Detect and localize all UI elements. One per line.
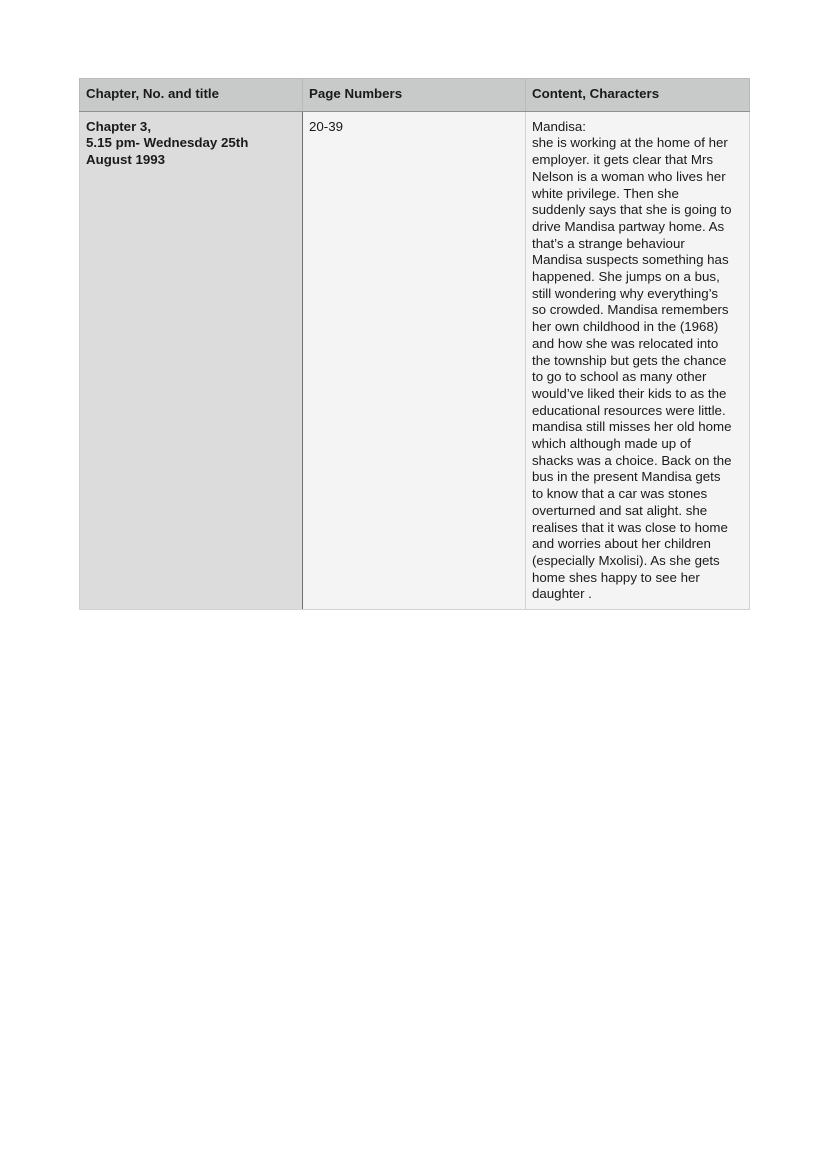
chapter-summary-table: [79, 78, 750, 610]
content-line: so crowded. Mandisa remembers: [532, 302, 729, 318]
chapter-line: August 1993: [86, 152, 166, 168]
content-line: suddenly says that she is going to: [532, 202, 732, 218]
content-cell: [526, 111, 750, 609]
content-line: which although made up of: [532, 436, 691, 452]
content-line: her own childhood in the (1968): [532, 319, 719, 335]
header-content: Content, Characters: [526, 79, 750, 112]
document-page: [79, 78, 749, 610]
content-line: shacks was a choice. Back on the: [532, 452, 732, 468]
content-line: realises that it was close to home: [532, 519, 728, 535]
content-line: still wondering why everything’s: [532, 285, 719, 301]
content-line: and worries about her children: [532, 536, 711, 552]
content-line: happened. She jumps on a bus,: [532, 269, 720, 285]
content-line: Mandisa:: [532, 118, 586, 134]
content-line: to know that a car was stones: [532, 486, 708, 502]
content-line: the township but gets the chance: [532, 352, 727, 368]
content-line: would’ve liked their kids to as the: [532, 385, 727, 401]
content-line: educational resources were little.: [532, 402, 726, 418]
content-line: Mandisa suspects something has: [532, 252, 729, 268]
content-line: she is working at the home of her: [532, 135, 728, 151]
content-line: daughter .: [532, 586, 592, 602]
content-line: overturned and sat alight. she: [532, 502, 708, 518]
content-line: white privilege. Then she: [532, 185, 679, 201]
chapter-line: Chapter 3,: [86, 118, 152, 134]
content-line: employer. it gets clear that Mrs: [532, 152, 714, 168]
content-line: mandisa still misses her old home: [532, 419, 732, 435]
content-line: to go to school as many other: [532, 369, 707, 385]
content-line: home shes happy to see her: [532, 569, 700, 585]
content-line: (especially Mxolisi). As she gets: [532, 552, 720, 568]
header-page-numbers: Page Numbers: [303, 79, 526, 112]
content-line: that’s a strange behaviour: [532, 235, 685, 251]
content-line: and how she was relocated into: [532, 335, 719, 351]
table-row: [80, 111, 750, 609]
table-header-row: [80, 79, 750, 112]
page-numbers-cell: 20-39: [303, 111, 526, 609]
content-line: bus in the present Mandisa gets: [532, 469, 721, 485]
content-line: drive Mandisa partway home. As: [532, 218, 725, 234]
chapter-line: 5.15 pm- Wednesday 25th: [86, 135, 249, 151]
content-line: Nelson is a woman who lives her: [532, 168, 726, 184]
chapter-cell: [80, 111, 303, 609]
header-chapter: Chapter, No. and title: [80, 79, 303, 112]
